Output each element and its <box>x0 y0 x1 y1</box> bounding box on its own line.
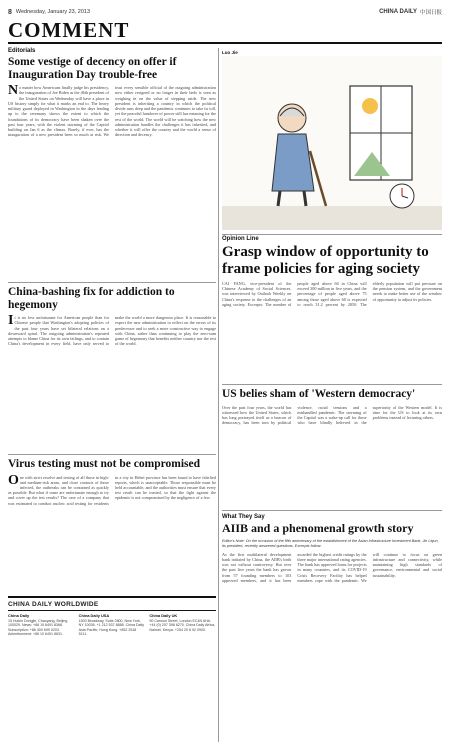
newsroom-heading: China Daily USA <box>78 613 110 618</box>
newsroom-heading: China Daily UK <box>149 613 178 618</box>
newsroom-title: CHINA DAILY WORLDWIDE <box>8 598 216 611</box>
section-divider <box>222 510 442 511</box>
newsroom-text: 15 Huixin Dongjie, Chaoyang, Beijing 100029. News: +86 10 6491 8366. Subscription: +86 400 699 0203. Advertisement: +86 10 6491 8631. <box>8 618 68 637</box>
newsroom-text: 90 Cannon Street, London EC4N 6HA. +44 (0) 207 398 8270. China Daily Africa, Nairobi, Kenya. +254 20 6 92 0900. <box>149 618 216 632</box>
editorial-1 <box>8 48 216 267</box>
opinion-2-body: Over the past four years, the world has witnessed how the United States, which has long portrayed itself as a beacon of democracy, has been torn by political violence, racial tensions and a mishandled pandemic. The storming of the Capitol was a wake-up call for those who have blindly believed in the superiority of the Western model. It is time for the US to look at its own problems instead of lecturing others. <box>222 404 442 426</box>
editorial-3 <box>8 458 216 593</box>
newsroom-column <box>8 614 75 637</box>
column-divider <box>218 48 219 742</box>
section-divider <box>222 384 442 385</box>
section-divider <box>8 454 216 455</box>
newsroom-contacts <box>8 596 216 742</box>
newsroom-text: 1500 Broadway, Suite 2800, New York, NY 10036. +1 212 537 8888. China Daily Asia Pacific, Hong Kong. +852 2518 5111. <box>78 618 145 637</box>
opinion-2-headline: US belies sham of 'Western democracy' <box>222 388 416 400</box>
opinion-1-headline: Grasp window of opportunity to frame policies for aging society <box>222 244 429 277</box>
editorial-1-headline: Some vestige of decency on offer if Inauguration Day trouble-free <box>8 56 177 81</box>
issue-date: Wednesday, January 23, 2013 <box>15 9 91 15</box>
editors-note: Editor's Note: On the occasion of the fifth anniversary of the establishment of the Asian Infrastructure Investment Bank, Jin Liqun, its president, recently answered questions. Excerpts follow: <box>222 539 439 548</box>
section-title: COMMENT <box>8 18 130 42</box>
editorials-label: Editorials <box>8 48 36 54</box>
opinion-1-body: CAI FANG, vice-president of the Chinese Academy of Social Sciences, was interviewed by Outlook Weekly on China's response to the challenges of an aging society. Excerpts: The number of people aged above 60 in China will exceed 300 million in five years, and the percentage of people aged above 75 among those aged above 60 is expected to reach 31.2 percent by 2050. The elderly population will put pressure on the pension system, and the government needs to make better use of the window of opportunity to adjust its policies. <box>222 281 442 307</box>
page-number: 8 <box>8 8 12 16</box>
newsroom-column <box>79 614 146 637</box>
opinion-article-3 <box>222 514 442 716</box>
editorial-1-body: No matter how Americans finally judge his presidency, the inauguration of Joe Biden as the 46th president of the United States on Wednesday will have a place in US history simply for what it marks an end to. The heavy military guard deployed in Washington in the days leading up to the ceremony shows the extent to which the foundations of its democracy have been shaken over the past four years, with the violent storming of the Capitol building on Jan 6 as the climax. Barely, if ever, has the inauguration of a new president been so much at risk. We trust every sensible official of the outgoing administration now either resigned or no longer in their beds is seen as weighing in on the value of stepping aside. The new president is inheriting a country in which the political divide runs deep and the pandemic continues to take its toll, yet the peaceful handover of power still has meaning for the rest of the world. The world will be watching how the new administration handles the challenges it has inherited, and whether it will offer the country and the world a sense of direction and decency. <box>8 85 216 138</box>
paper-name: CHINA DAILY <box>379 9 417 15</box>
section-divider <box>222 234 442 235</box>
editorial-2 <box>8 286 216 465</box>
section-masthead <box>8 19 442 41</box>
paper-name-cn: 中国日报 <box>419 10 442 16</box>
opinion-line-label: Opinion Line <box>222 236 259 242</box>
page-topbar <box>8 6 442 18</box>
editorial-3-body: One with strict resolve and testing of all those in high- and medium-risk areas, and close contacts of those infected, the outbreaks can be contained as quickly as possible. But what if some are unfortunate enough to try and cover up the test results? The case of a company that was estimated to conduct nucleic acid testing for residents in a city in Hebei province has been found to have falsified reports, which is unacceptable. Those responsible must be held accountable, and the authorities must ensure that every test result can be trusted, so that the fight against the epidemic is not compromised by the negligence of a few. <box>8 474 216 506</box>
cartoon-illustration <box>222 56 442 230</box>
masthead-rule <box>8 42 442 44</box>
newsroom-heading: China Daily <box>8 613 30 618</box>
cartoon-credit: Luo Jie <box>222 50 238 55</box>
opinion-article-1 <box>222 236 442 401</box>
opinion-3-headline: AIIB and a phenomenal growth story <box>222 521 414 535</box>
opinion-3-body: As the first multilateral development bank initiated by China, the AIIB's birth was not without controversy. But over the past five years the bank has grown from 57 founding members to 103 approved members, and it has been awarded the highest credit ratings by the three major international rating agencies. The bank has approved loans for projects in many countries, and its COVID-19 Crisis Recovery Facility has helped members cope with the pandemic. We will continue to focus on green infrastructure and connectivity, while maintaining high standards of governance, environmental and social sustainability. <box>222 551 442 583</box>
section-divider <box>8 282 216 283</box>
opinion-article-2 <box>222 388 442 511</box>
editorial-2-body: It is no less unfortunate for American people than for Chinese people that Washington's adopting policies of the past four years have set bilateral relations on a downward spiral. The outgoing administration's repeated attempts to blame China for its own failings, and to contain China's development in every field, have only served to make the world a more dangerous place. It is reasonable to expect the new administration to reflect on the errors of its predecessor and to seek a more constructive way to engage with China, rather than continuing to play the zero-sum game of hegemony that benefits neither country nor the rest of the world. <box>8 315 216 347</box>
editorial-3-headline: Virus testing must not be compromised <box>8 458 200 470</box>
cartoon <box>222 48 442 232</box>
what-they-say-label: What They Say <box>222 514 265 520</box>
editorial-2-headline: China-bashing fix for addiction to hegemony <box>8 286 175 311</box>
newsroom-column <box>149 614 216 637</box>
